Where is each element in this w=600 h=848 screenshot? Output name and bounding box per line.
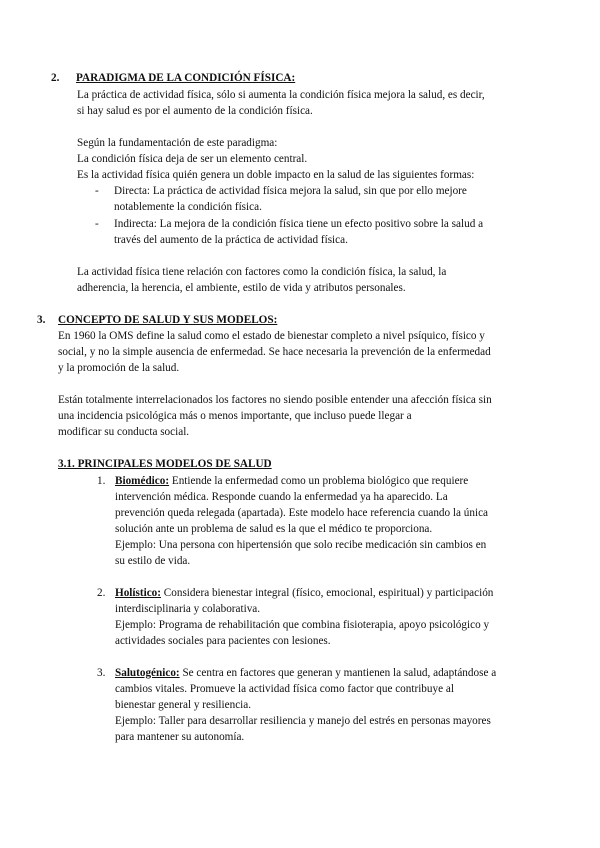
model-line: prevención queda relegada (apartada). Este modelo hace referencia cuando la única: [115, 507, 489, 519]
paragraph-line: En 1960 la OMS define la salud como el estado de bienestar completo a nivel psíquico, físico y: [58, 330, 485, 342]
paragraph-line: adherencia, la herencia, el ambiente, estilo de vida y atributos personales.: [77, 282, 406, 294]
model-number: 2.: [97, 587, 106, 599]
paragraph-line: Es la actividad física quién genera un doble impacto en la salud de las siguientes formas:: [77, 169, 475, 181]
section-2-heading: [51, 70, 295, 86]
model-holistico: [97, 585, 493, 601]
model-name: Biomédico:: [115, 475, 170, 487]
paragraph-line: Según la fundamentación de este paradigma:: [77, 137, 278, 149]
paragraph-line: y la promoción de la salud.: [58, 362, 180, 374]
bullet-line: Indirecta: La mejora de la condición física tiene un efecto positivo sobre la salud a: [114, 218, 484, 230]
model-number: 1.: [97, 475, 106, 487]
paragraph-line: La actividad física tiene relación con factores como la condición física, la salud, la: [77, 266, 447, 278]
model-salutogenico: [97, 665, 496, 681]
paragraph-line: una incidencia psicológica más o menos importante, que incluso puede llegar a: [58, 410, 412, 422]
paragraph-line: La condición física deja de ser un elemento central.: [77, 153, 308, 165]
bullet-marker: -: [95, 218, 99, 230]
section-2-title: PARADIGMA DE LA CONDICIÓN FÍSICA:: [76, 72, 296, 84]
model-name: Salutogénico:: [115, 667, 180, 679]
bullet-marker: -: [95, 185, 99, 197]
paragraph-line: La práctica de actividad física, sólo si aumenta la condición física mejora la salud, es decir,: [77, 89, 485, 101]
paragraph-line: Están totalmente interrelacionados los factores no siendo posible entender una afección física sin: [58, 394, 492, 406]
model-name: Holístico:: [115, 587, 161, 599]
model-line: cambios vitales. Promueve la actividad física como factor que contribuye al: [115, 683, 454, 695]
section-3-number: 3.: [37, 314, 46, 326]
model-line: bienestar general y resiliencia.: [115, 699, 252, 711]
paragraph-line: si hay salud es por el aumento de la condición física.: [77, 105, 313, 117]
bullet-line: Directa: La práctica de actividad física mejora la salud, sin que por ello mejore: [114, 185, 467, 197]
section-3-heading: [37, 312, 277, 328]
paragraph-line: modificar su conducta social.: [58, 426, 190, 438]
model-text: Se centra en factores que generan y mantienen la salud, adaptándose a: [179, 667, 497, 679]
model-number: 3.: [97, 667, 106, 679]
model-biomedico: [97, 473, 468, 489]
model-line: para mantener su autonomía.: [115, 731, 245, 743]
model-line: Ejemplo: Una persona con hipertensión que solo recibe medicación sin cambios en: [115, 539, 487, 551]
section-3-title: CONCEPTO DE SALUD Y SUS MODELOS:: [58, 314, 278, 326]
model-text: Considera bienestar integral (físico, emocional, espiritual) y participación: [161, 587, 494, 599]
section-2-number: 2.: [51, 72, 60, 84]
model-line: Ejemplo: Programa de rehabilitación que combina fisioterapia, apoyo psicológico y: [115, 619, 490, 631]
paragraph-line: social, y no la simple ausencia de enfermedad. Se hace necesaria la prevención de la enfermedad: [58, 346, 491, 358]
bullet-line: través del aumento de la práctica de actividad física.: [114, 234, 348, 246]
model-line: intervención médica. Responde cuando la enfermedad ya ha aparecido. La: [115, 491, 448, 503]
model-text: Entiende la enfermedad como un problema biológico que requiere: [169, 475, 469, 487]
model-line: interdisciplinaria y colaborativa.: [115, 603, 261, 615]
section-3-1-heading: 3.1. PRINCIPALES MODELOS DE SALUD: [58, 458, 272, 470]
model-line: Ejemplo: Taller para desarrollar resiliencia y manejo del estrés en personas mayores: [115, 715, 491, 727]
model-line: solución ante un problema de salud es la que el médico te proporciona.: [115, 523, 433, 535]
bullet-line: notablemente la condición física.: [114, 201, 262, 213]
model-line: actividades sociales para pacientes con lesiones.: [115, 635, 331, 647]
model-line: su estilo de vida.: [115, 555, 191, 567]
